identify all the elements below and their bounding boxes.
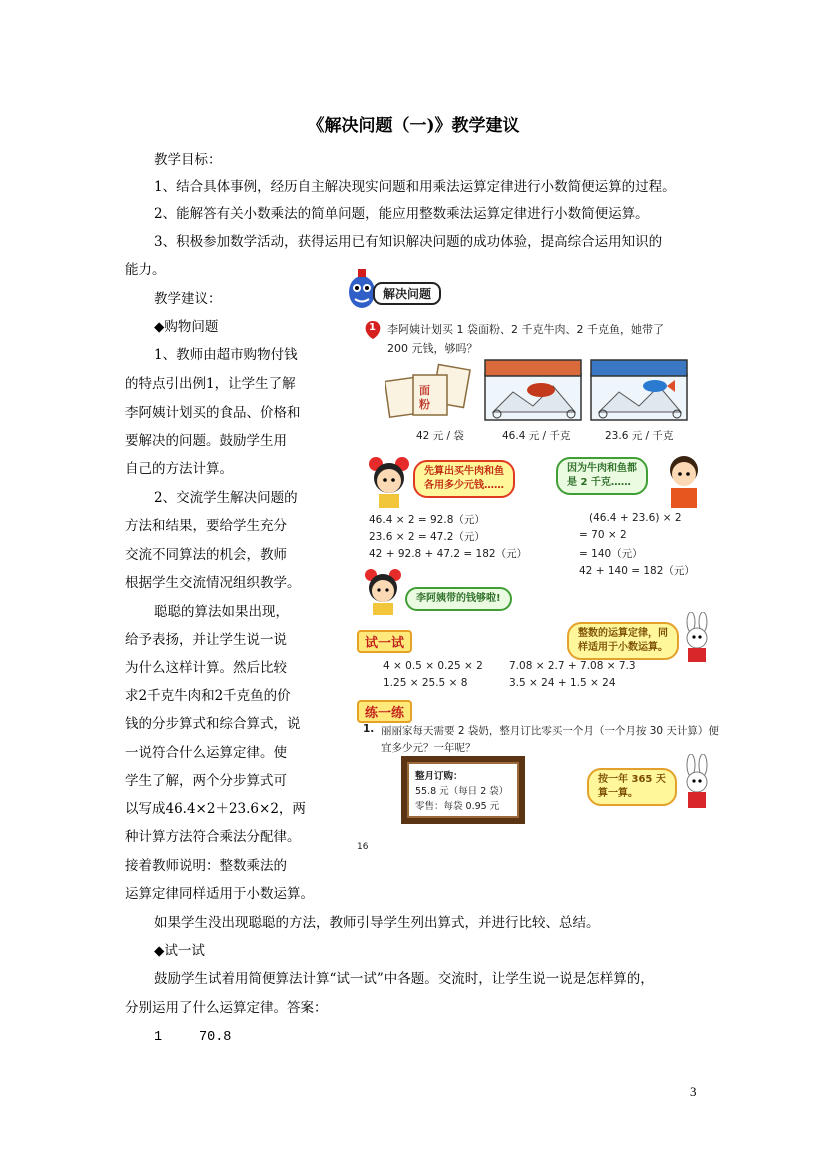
paragraph-line: 聪聪的算法如果出现， xyxy=(154,604,289,620)
beef-price: 46.4 元 / 千克 xyxy=(502,430,571,442)
problem-text: 200 元钱，够吗？ xyxy=(387,342,478,355)
girl-avatar xyxy=(363,566,403,616)
calc-left-line: 23.6 × 2 = 47.2（元） xyxy=(369,531,485,543)
paragraph-line: 要解决的问题。鼓励学生用 xyxy=(125,433,287,449)
calc-right-line: = 140（元） xyxy=(579,548,643,560)
paragraph-line: 自己的方法计算。 xyxy=(125,461,233,477)
objectives-heading: 教学目标： xyxy=(154,152,222,168)
price-board: 整月订购： 55.8 元（每日 2 袋） 零售：每袋 0.95 元 xyxy=(401,756,525,824)
calc-right-line: = 70 × 2 xyxy=(579,529,627,541)
paragraph-line: 交流不同算法的机会，教师 xyxy=(125,547,287,563)
try-heading: ◆试一试 xyxy=(154,943,205,959)
answer-value: 70.8 xyxy=(199,1030,232,1045)
paragraph-line: 2、交流学生解决问题的 xyxy=(154,490,298,506)
paragraph-line: 以写成46.4×2＋23.6×2，两 xyxy=(125,801,306,817)
flour-label: 面 xyxy=(419,384,430,397)
rule-speech-bubble: 整数的运算定律，同 样适用于小数运算。 xyxy=(567,622,679,660)
girl-speech-bubble: 先算出买牛肉和鱼 各用多少元钱…… xyxy=(413,460,515,498)
paragraph-line: 学生了解，两个分步算式可 xyxy=(125,773,287,789)
shopping-heading: ◆购物问题 xyxy=(154,319,219,335)
objective-item: 1、结合具体事例，经历自主解决现实问题和用乘法运算定律进行小数简便运算的过程。 xyxy=(154,179,676,195)
fish-freezer-image xyxy=(589,356,691,422)
calc-left-line: 46.4 × 2 = 92.8（元） xyxy=(369,514,485,526)
rabbit-avatar xyxy=(679,612,715,664)
paragraph-line: 接着教师说明：整数乘法的 xyxy=(125,858,287,874)
objective-item: 3、积极参加数学活动，获得运用已有知识解决问题的成功体验，提高综合运用知识的 xyxy=(154,234,663,250)
paragraph-line: 给予表扬，并让学生说一说 xyxy=(125,632,287,648)
problem-number: 1 xyxy=(369,322,376,333)
paragraph-line: 种计算方法符合乘法分配律。 xyxy=(125,829,301,845)
practice-text: 丽丽家每天需要 2 袋奶，整月订比零买一个月（一个月按 30 天计算）便 xyxy=(381,725,719,737)
paragraph-line: 鼓励学生试着用简便算法计算“试一试”中各题。交流时，让学生说一说是怎样算的， xyxy=(154,971,654,987)
beef-freezer-image xyxy=(483,356,585,422)
objective-item: 能力。 xyxy=(125,262,166,278)
document-title: 《解决问题（一)》教学建议 xyxy=(307,116,520,136)
textbook-illustration xyxy=(343,268,735,858)
suggestions-heading: 教学建议： xyxy=(154,291,222,307)
try-tag: 试一试 xyxy=(357,630,412,653)
calc-right-line: (46.4 + 23.6) × 2 xyxy=(589,512,682,524)
year-speech-bubble: 按一年 365 天 算一算。 xyxy=(587,768,677,806)
flour-price: 42 元 / 袋 xyxy=(416,430,464,442)
try-item: 1.25 × 25.5 × 8 xyxy=(383,677,468,689)
fish-price: 23.6 元 / 千克 xyxy=(605,430,674,442)
try-item: 3.5 × 24 + 1.5 × 24 xyxy=(509,677,616,689)
answer-number: 1 xyxy=(154,1030,163,1045)
paragraph-line: 的特点引出例1，让学生了解 xyxy=(125,376,296,392)
objective-item: 2、能解答有关小数乘法的简单问题，能应用整数乘法运算定律进行小数简便运算。 xyxy=(154,206,649,222)
rabbit-avatar xyxy=(679,754,715,810)
paragraph-line: 方法和结果，要给学生充分 xyxy=(125,518,287,534)
boy-speech-bubble: 因为牛肉和鱼都 是 2 千克…… xyxy=(556,457,648,495)
practice-number: 1. xyxy=(363,723,375,735)
paragraph-line: 根据学生交流情况组织教学。 xyxy=(125,575,301,591)
paragraph-line: 李阿姨计划买的食品、价格和 xyxy=(125,405,301,421)
page-number: 3 xyxy=(690,1084,697,1099)
try-item: 4 × 0.5 × 0.25 × 2 xyxy=(383,660,483,672)
paragraph-line: 分别运用了什么运算定律。答案： xyxy=(125,1000,328,1016)
paragraph-line: 一说符合什么运算定律。使 xyxy=(125,745,287,761)
paragraph-line: 为什么这样计算。然后比较 xyxy=(125,660,287,676)
calc-left-line: 42 + 92.8 + 47.2 = 182（元） xyxy=(369,548,528,560)
boy-avatar xyxy=(663,452,705,510)
paragraph-line: 钱的分步算式和综合算式，说 xyxy=(125,716,301,732)
section-tag: 解决问题 xyxy=(373,282,441,305)
practice-text: 宜多少元？一年呢？ xyxy=(381,742,476,754)
enough-speech-bubble: 李阿姨带的钱够啦! xyxy=(405,587,512,611)
calc-right-line: 42 + 140 = 182（元） xyxy=(579,565,695,577)
try-item: 7.08 × 2.7 + 7.08 × 7.3 xyxy=(509,660,636,672)
paragraph-line: 如果学生没出现聪聪的方法，教师引导学生列出算式，并进行比较、总结。 xyxy=(154,915,600,931)
practice-tag: 练一练 xyxy=(357,700,412,723)
girl-avatar xyxy=(367,454,411,510)
paragraph-line: 1、教师由超市购物付钱 xyxy=(154,347,298,363)
flour-label: 粉 xyxy=(419,398,430,411)
textbook-page-number: 16 xyxy=(357,842,369,852)
paragraph-line: 求2千克牛肉和2千克鱼的价 xyxy=(125,688,291,704)
paragraph-line: 运算定律同样适用于小数运算。 xyxy=(125,886,314,902)
problem-text: 李阿姨计划买 1 袋面粉、2 千克牛肉、2 千克鱼，她带了 xyxy=(387,323,664,336)
